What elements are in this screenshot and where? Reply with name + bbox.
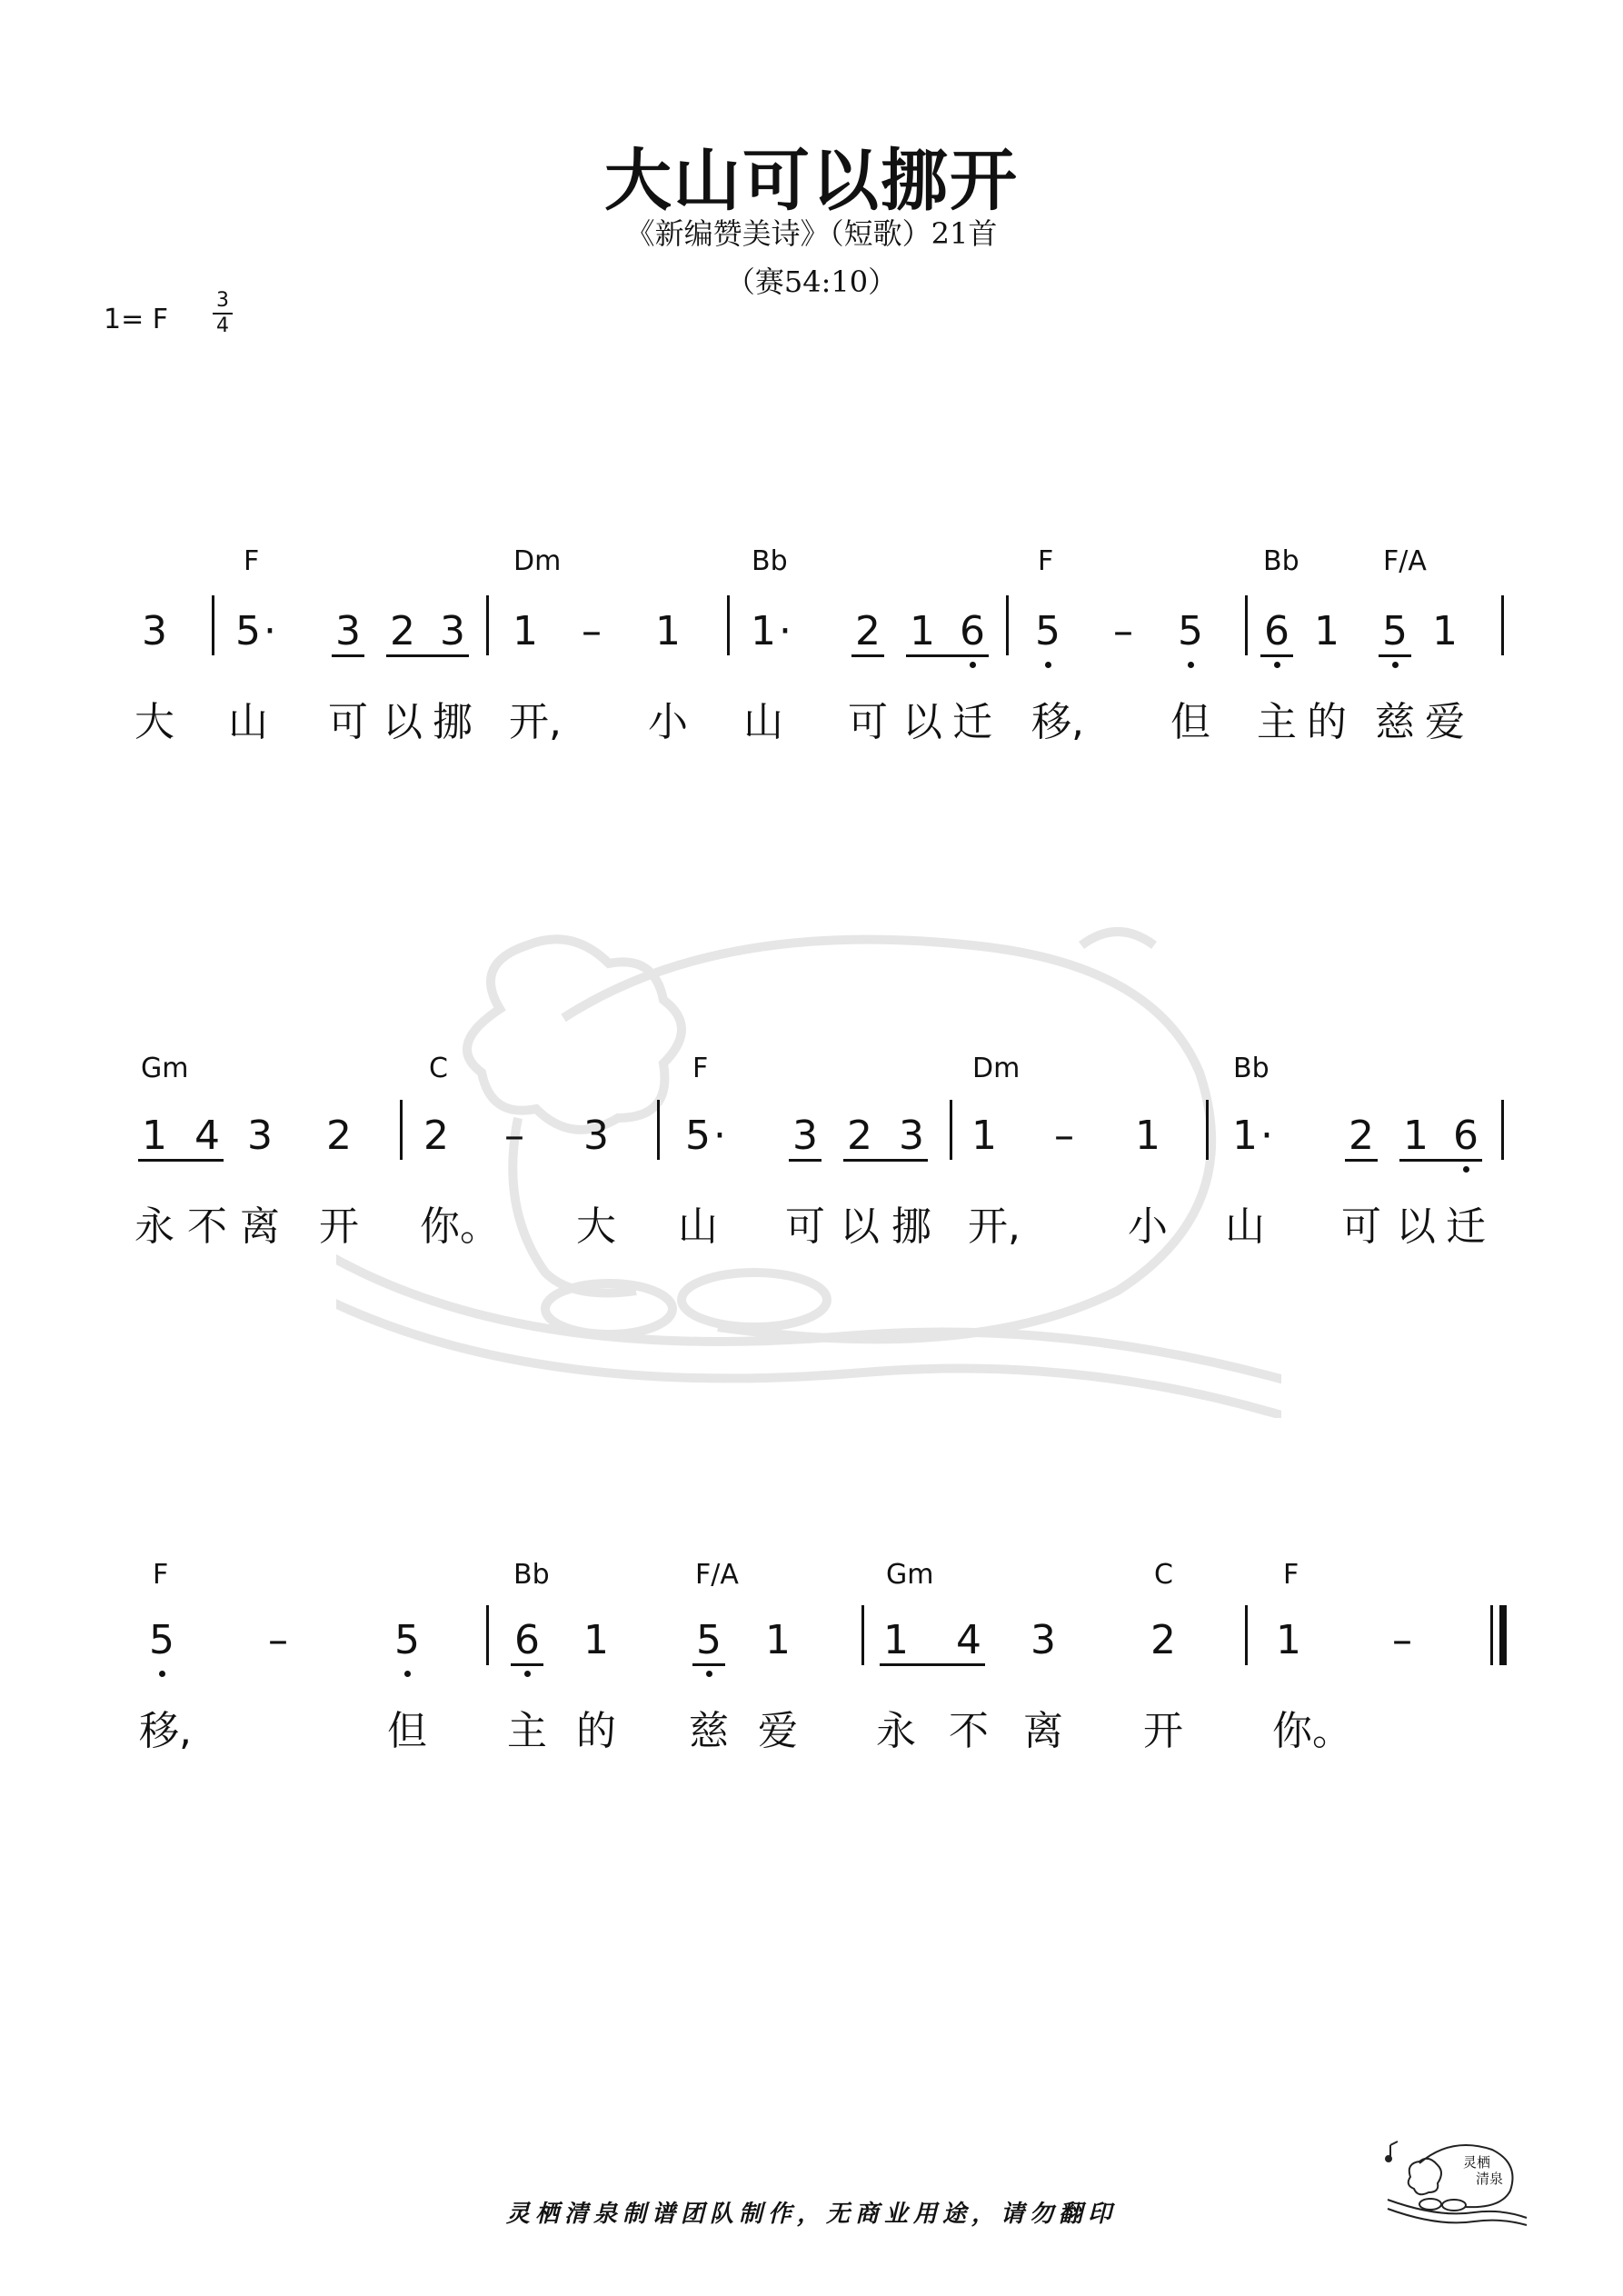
lyric: 迁 [1446, 1203, 1486, 1250]
hold-dash: – [1113, 608, 1133, 654]
chord: F [153, 1559, 169, 1591]
hold-dash: – [1392, 1617, 1412, 1663]
lyric: 不 [187, 1203, 227, 1250]
chord: F [1283, 1559, 1299, 1591]
beam [1345, 1159, 1378, 1162]
chord: Bb [513, 1559, 550, 1591]
note: 1 [910, 608, 935, 654]
note: 5 [1174, 609, 1207, 654]
note: 5 [685, 1113, 711, 1159]
lyric: 山 [1225, 1203, 1265, 1250]
note: 5 [1379, 609, 1411, 654]
note: 1 [655, 608, 681, 654]
beam [906, 654, 989, 657]
copyright-notice: 灵栖清泉制谱团队制作，无商业用途，请勿翻印 [505, 2201, 1117, 2228]
note: 2 [1150, 1617, 1176, 1663]
lyric: 山 [678, 1203, 718, 1250]
note: 6 [956, 609, 989, 654]
chord: C [429, 1053, 448, 1084]
chord: Bb [1263, 545, 1299, 577]
note: 5 [391, 1618, 423, 1663]
lyric: 爱 [1425, 699, 1465, 745]
lyric: 小 [1128, 1203, 1168, 1250]
note: 3 [899, 1113, 924, 1159]
beam [1260, 654, 1293, 657]
lyric: 慈 [1375, 699, 1415, 745]
note: 1 [883, 1617, 909, 1663]
augmentation-dot: · [264, 608, 276, 654]
lyric: 迁 [952, 699, 992, 745]
chord: Gm [141, 1053, 189, 1084]
note: 1 [1432, 608, 1458, 654]
beam [511, 1663, 543, 1666]
lyric: 主 [507, 1708, 547, 1754]
hymnal-source: 《新编赞美诗》（短歌）21首 [625, 216, 998, 251]
beam [789, 1159, 821, 1162]
note: 5 [1031, 609, 1064, 654]
chord: Dm [972, 1053, 1021, 1084]
barline [1501, 1100, 1504, 1160]
note: 3 [1031, 1617, 1056, 1663]
barline [1006, 595, 1009, 655]
lyric: 但 [1170, 699, 1210, 745]
note: 1 [765, 1617, 791, 1663]
barline [1501, 595, 1504, 655]
beam [1399, 1159, 1482, 1162]
note: 2 [326, 1113, 352, 1159]
beam [332, 654, 364, 657]
note: 6 [1260, 609, 1293, 654]
barline [1245, 595, 1248, 655]
lyric: 但 [387, 1708, 427, 1754]
augmentation-dot: · [713, 1113, 726, 1159]
note: 1 [1135, 1113, 1160, 1159]
time-signature-bottom: 4 [216, 314, 229, 337]
lyric: 山 [228, 699, 268, 745]
note: 3 [142, 608, 167, 654]
note: 3 [335, 608, 361, 654]
scripture-reference: （赛54:10） [725, 265, 898, 299]
lyric: 离 [240, 1203, 280, 1250]
lyric: 以 [1396, 1203, 1436, 1250]
note: 1 [1403, 1113, 1429, 1159]
hold-dash: – [504, 1113, 524, 1159]
lyric: 你。 [1272, 1708, 1352, 1754]
final-barline-thick [1499, 1605, 1507, 1665]
lyric: 开, [509, 699, 562, 745]
hold-dash: – [268, 1617, 288, 1663]
sheep-logo [1383, 2127, 1528, 2227]
hold-dash: – [582, 608, 602, 654]
note: 2 [1349, 1113, 1374, 1159]
logo-text-line: 清泉 [1476, 2171, 1504, 2187]
lyric: 以 [840, 1203, 880, 1250]
barline [486, 595, 489, 655]
lyric: 永 [134, 1203, 174, 1250]
note: 1 [1314, 608, 1339, 654]
lyric: 慈 [689, 1708, 729, 1754]
beam [851, 654, 884, 657]
note: 6 [511, 1618, 543, 1663]
lyric: 挪 [433, 699, 473, 745]
song-title: 大山可以挪开 [604, 142, 1019, 220]
note: 2 [423, 1113, 449, 1159]
lyric: 永 [876, 1708, 916, 1754]
lyric: 山 [743, 699, 783, 745]
note: 4 [194, 1113, 220, 1159]
note: 3 [440, 608, 465, 654]
beam [1379, 654, 1411, 657]
hold-dash: – [1054, 1113, 1074, 1159]
note: 1 [751, 608, 776, 654]
lyric: 你。 [420, 1203, 500, 1250]
note: 3 [792, 1113, 818, 1159]
note: 4 [956, 1617, 981, 1663]
lyric: 可 [328, 699, 368, 745]
lyric: 的 [1307, 699, 1347, 745]
augmentation-dot: · [1260, 1113, 1273, 1159]
lyric: 以 [383, 699, 423, 745]
lyric: 大 [134, 699, 174, 745]
lyric: 可 [785, 1203, 825, 1250]
barline [861, 1605, 864, 1665]
beam [692, 1663, 725, 1666]
note: 3 [247, 1113, 273, 1159]
lyric: 可 [848, 699, 888, 745]
key-signature: 1= F [104, 304, 169, 335]
note: 1 [1232, 1113, 1258, 1159]
beam [843, 1159, 928, 1162]
note: 3 [583, 1113, 609, 1159]
lyric: 爱 [758, 1708, 798, 1754]
barline [212, 595, 214, 655]
logo-text-line: 灵栖 [1463, 2154, 1491, 2171]
note: 1 [142, 1113, 167, 1159]
note: 6 [1449, 1113, 1482, 1159]
lyric: 移, [1031, 699, 1084, 745]
barline [657, 1100, 660, 1160]
note: 1 [1276, 1617, 1301, 1663]
chord: F/A [695, 1559, 739, 1591]
note: 2 [390, 608, 415, 654]
time-signature-top: 3 [216, 289, 229, 312]
chord: F [1038, 545, 1054, 577]
logo-text [1463, 2154, 1503, 2187]
barline [400, 1100, 403, 1160]
time-signature [209, 289, 236, 338]
chord: Bb [1233, 1053, 1270, 1084]
lyric: 不 [949, 1708, 989, 1754]
barline [950, 1100, 952, 1160]
chord: Gm [886, 1559, 934, 1591]
lyric: 的 [576, 1708, 616, 1754]
barline [1245, 1605, 1248, 1665]
sheep-watermark [336, 909, 1281, 1418]
lyric: 移, [139, 1708, 192, 1754]
chord: F [244, 545, 260, 577]
beam [386, 654, 469, 657]
barline [727, 595, 730, 655]
barline [486, 1605, 489, 1665]
lyric: 开 [1143, 1708, 1183, 1754]
lyric: 主 [1257, 699, 1297, 745]
note: 1 [971, 1113, 997, 1159]
final-barline-thin [1490, 1605, 1493, 1665]
lyric: 小 [648, 699, 688, 745]
lyric: 可 [1341, 1203, 1381, 1250]
lyric: 离 [1023, 1708, 1063, 1754]
chord: F/A [1383, 545, 1427, 577]
chord: Bb [752, 545, 788, 577]
barline [1206, 1100, 1209, 1160]
lyric: 开 [319, 1203, 359, 1250]
lyric: 以 [902, 699, 942, 745]
note: 5 [692, 1618, 725, 1663]
note: 2 [847, 1113, 872, 1159]
chord: F [692, 1053, 709, 1084]
note: 2 [855, 608, 881, 654]
note: 1 [583, 1617, 609, 1663]
beam [138, 1159, 224, 1162]
note: 5 [145, 1618, 178, 1663]
chord: Dm [513, 545, 562, 577]
lyric: 大 [576, 1203, 616, 1250]
augmentation-dot: · [779, 608, 792, 654]
note: 1 [513, 608, 538, 654]
beam [880, 1663, 985, 1666]
lyric: 挪 [891, 1203, 931, 1250]
chord: C [1154, 1559, 1173, 1591]
sheep-logo-icon [1383, 2127, 1528, 2227]
note: 5 [235, 608, 261, 654]
lyric: 开, [968, 1203, 1021, 1250]
